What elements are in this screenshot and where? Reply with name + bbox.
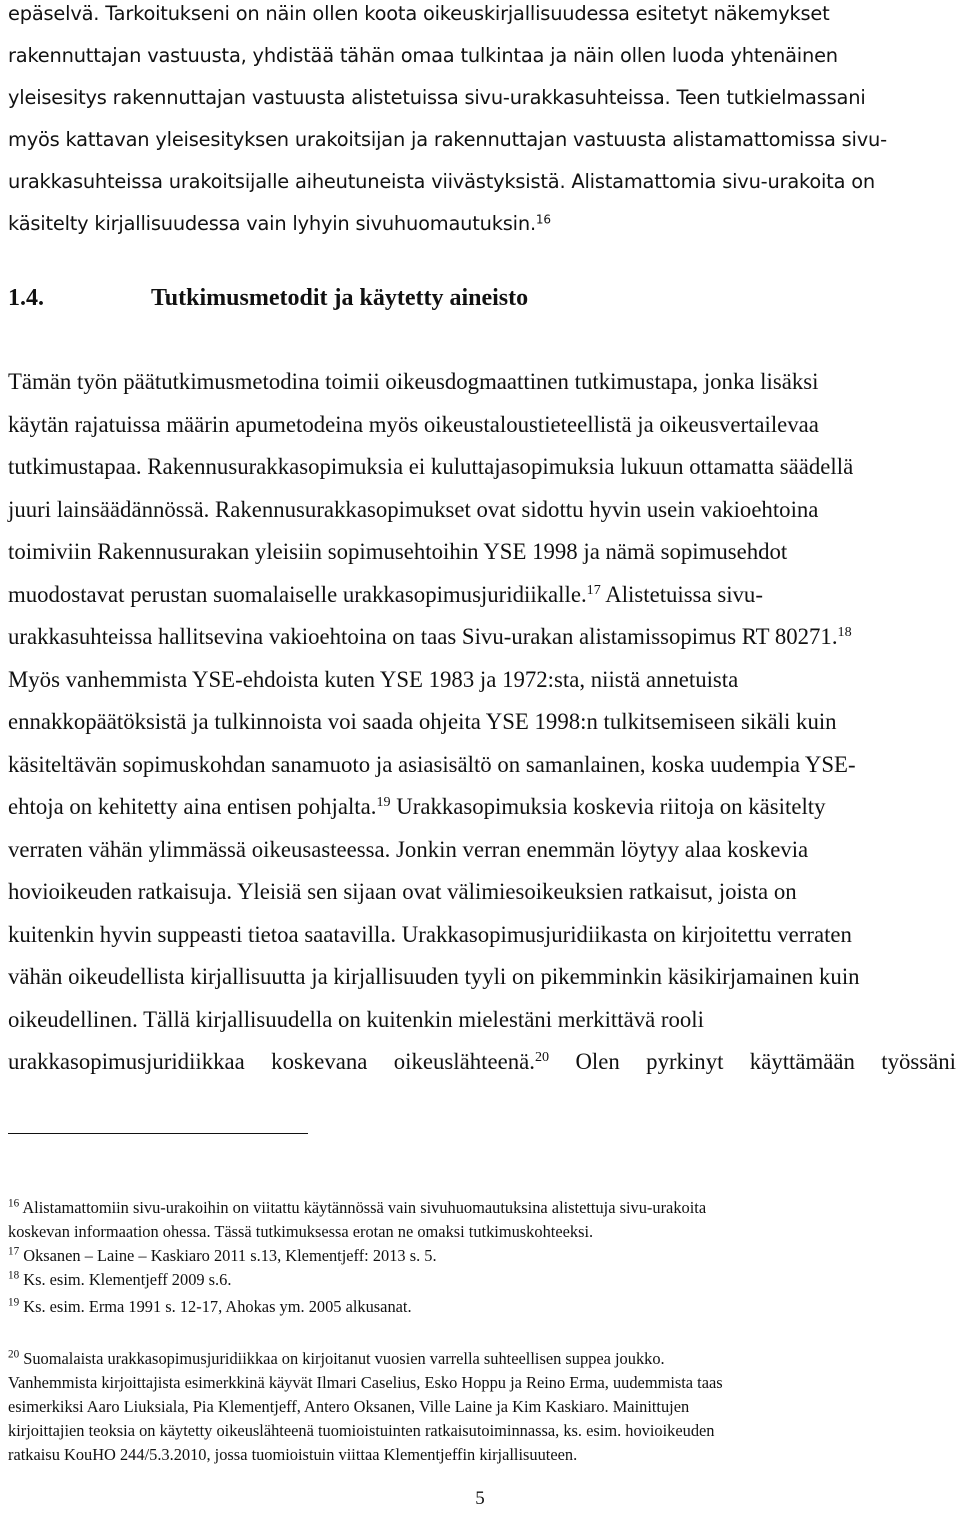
text-line: hovioikeuden ratkaisuja. Yleisiä sen sijaan ovat välimiesoikeuksien ratkaisut, joista on (8, 879, 797, 904)
text-line: oikeudellinen. Tällä kirjallisuudella on kuitenkin mielestäni merkittävä rooli (8, 1006, 704, 1032)
text-line: verraten vähän ylimmässä oikeusasteessa. Jonkin verran enemmän löytyy alaa koskevia (8, 836, 809, 862)
text-line: urakkasuhteissa urakoitsijalle aiheutuneista viivästyksistä. Alistamattomia sivu-urakoita on (8, 170, 875, 193)
footnote-number: 20 (8, 1348, 20, 1361)
footnote-ref-16[interactable]: 16 (535, 212, 551, 227)
intro-paragraph (8, 0, 956, 245)
footnote-separator (8, 1133, 308, 1134)
footnote-text: Ks. esim. Erma 1991 s. 12-17, Ahokas ym. 2005 alkusanat. (23, 1297, 412, 1316)
section-number: 1.4. (8, 285, 44, 311)
text-line: epäselvä. Tarkoitukseni on näin ollen koota oikeuskirjallisuudessa esitetyt näkemykset (8, 2, 830, 25)
footnote-ref-20[interactable]: 20 (534, 1049, 550, 1066)
text-line (8, 203, 956, 245)
text-line: käytän rajatuissa määrin apumetodeina myös oikeustaloustieteellistä ja oikeusvertailevaa (8, 411, 819, 437)
text-segment: ehtoja on kehitetty aina entisen pohjalta. (8, 794, 377, 819)
page-number: 5 (475, 1488, 485, 1509)
footnote-number: 19 (8, 1296, 20, 1309)
text-line: juuri lainsäädännössä. Rakennusurakkasopimukset ovat sidottu hyvin usein vakioehtoina (8, 496, 819, 522)
footnote-ref-17[interactable]: 17 (586, 581, 601, 598)
text-line: Myös vanhemmista YSE-ehdoista kuten YSE 1983 ja 1972:sta, niistä annetuista (8, 666, 739, 692)
text-line (8, 574, 956, 617)
footnote-number: 16 (8, 1197, 20, 1210)
footnote-text: Alistamattomiin sivu-urakoihin on viitattu käytännössä vain sivuhuomautuksina alistettuja sivu-urakoita (22, 1198, 707, 1217)
text-segment: Olen pyrkinyt käyttämään työssäni (575, 1049, 956, 1074)
text-segment: urakkasopimusjuridiikkaa koskevana oikeuslähteenä. (8, 1049, 535, 1074)
text-segment: urakkasuhteissa hallitsevina vakioehtoina on taas Sivu-urakan alistamissopimus RT 80271. (8, 624, 838, 649)
footnote-20 (8, 1347, 948, 1467)
footnote-text: Vanhemmista kirjoittajista esimerkkinä käyvät Ilmari Caselius, Esko Hoppu ja Reino Erma, uudemmista taas (8, 1373, 723, 1392)
footnote-number: 17 (8, 1245, 20, 1258)
methods-paragraph (8, 361, 956, 1084)
footnote-16 (8, 1196, 948, 1244)
text-line: ennakkopäätöksistä ja tulkinnoista voi saada ohjeita YSE 1998:n tulkitsemiseen sikäli kuin (8, 709, 837, 734)
footnote-text: Suomalaista urakkasopimusjuridiikkaa on kirjoitanut vuosien varrella suhteellisen suppea joukko. (23, 1349, 665, 1368)
text-line (8, 616, 956, 659)
text-line (8, 786, 956, 829)
footnote-19 (8, 1295, 948, 1319)
text-line: toimiviin Rakennusurakan yleisiin sopimusehtoihin YSE 1998 ja nämä sopimusehdot (8, 539, 788, 564)
text-line: yleisesitys rakennuttajan vastuusta alistetuissa sivu-urakkasuhteissa. Teen tutkielmassani (8, 86, 866, 109)
footnote-text: Oksanen – Laine – Kaskiaro 2011 s.13, Klementjeff: 2013 s. 5. (23, 1246, 437, 1265)
text-line: myös kattavan yleisesityksen urakoitsijan ja rakennuttajan vastuusta alistamattomissa sivu- (8, 128, 887, 151)
text-line (8, 1041, 956, 1084)
footnote-number: 18 (8, 1269, 20, 1282)
text-line: rakennuttajan vastuusta, yhdistää tähän omaa tulkintaa ja näin ollen luoda yhtenäinen (8, 44, 838, 67)
text-line: vähän oikeudellista kirjallisuutta ja kirjallisuuden tyyli on pikemminkin käsikirjamainen kuin (8, 964, 860, 989)
footnote-text: koskevan informaation ohessa. Tässä tutkimuksessa erotan ne omaksi tutkimuskohteeksi. (8, 1222, 594, 1241)
section-heading (8, 278, 528, 318)
footnote-text: esimerkiksi Aaro Liuksiala, Pia Klementjeff, Antero Oksanen, Ville Laine ja Kim Kaskiaro. Mainittujen (8, 1397, 690, 1416)
footnote-text: Ks. esim. Klementjeff 2009 s.6. (23, 1270, 232, 1289)
text-line: kuitenkin hyvin suppeasti tietoa saatavilla. Urakkasopimusjuridiikasta on kirjoitettu verraten (8, 921, 852, 947)
section-title: Tutkimusmetodit ja käytetty aineisto (151, 285, 529, 311)
text-segment: muodostavat perustan suomalaiselle urakkasopimusjuridiikalle. (8, 581, 587, 607)
footnote-text: kirjoittajien teoksia on käytetty oikeuslähteenä tuomioistuinten ratkaisutoiminnassa, ks. esim. hovioikeuden (8, 1421, 715, 1440)
footnote-ref-19[interactable]: 19 (376, 794, 391, 811)
footnote-ref-18[interactable]: 18 (837, 624, 852, 641)
text-line: käsiteltävän sopimuskohdan sanamuoto ja asiasisältö on samanlainen, koska uudempia YSE- (8, 751, 856, 777)
footnote-text: ratkaisu KouHO 244/5.3.2010, jossa tuomioistuin viittaa Klementjeffin kirjallisuuteen. (8, 1445, 578, 1464)
text-line: tutkimustapaa. Rakennusurakkasopimuksia ei kuluttajasopimuksia lukuun ottamatta säädellä (8, 454, 854, 479)
footnote-17 (8, 1244, 948, 1268)
text-segment: Alistetuissa sivu- (605, 581, 763, 607)
footnote-18 (8, 1268, 948, 1292)
text-line-content: käsitelty kirjallisuudessa vain lyhyin sivuhuomautuksin. (8, 212, 536, 235)
text-line: Tämän työn päätutkimusmetodina toimii oikeusdogmaattinen tutkimustapa, jonka lisäksi (8, 369, 819, 394)
text-segment: Urakkasopimuksia koskevia riitoja on käsitelty (396, 794, 826, 819)
